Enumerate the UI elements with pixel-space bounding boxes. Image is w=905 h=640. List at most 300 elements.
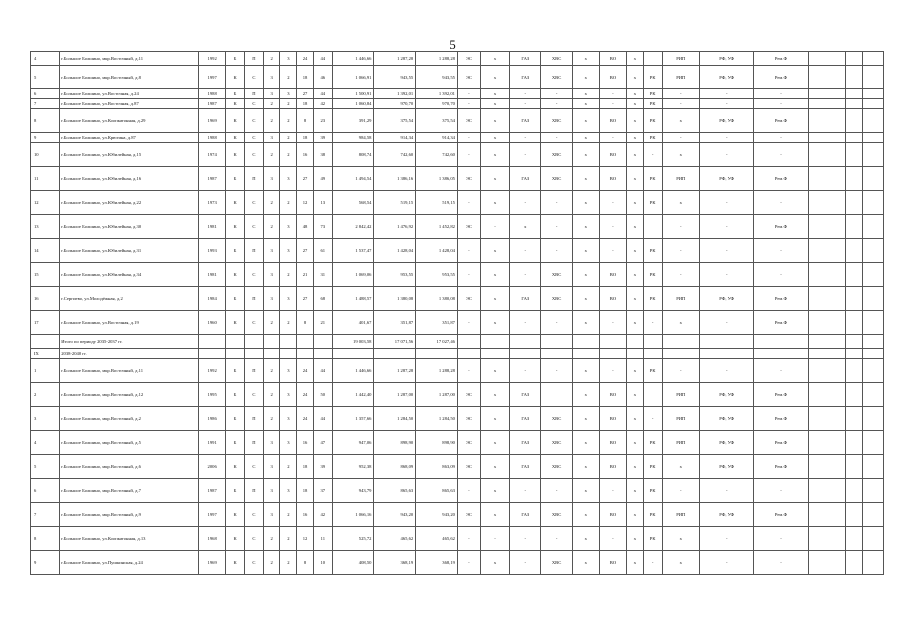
table-cell: -: [754, 551, 808, 575]
table-cell: РИП: [662, 52, 700, 66]
table-cell: -: [510, 239, 541, 263]
table-cell: -: [510, 527, 541, 551]
table-cell: 18: [297, 455, 314, 479]
table-cell: [808, 527, 846, 551]
table-cell: х: [480, 109, 509, 133]
table-cell: -: [510, 359, 541, 383]
table-cell: 8: [31, 109, 60, 133]
table-cell: ВО: [599, 407, 626, 431]
table-cell: 27: [297, 167, 314, 191]
table-cell: -: [754, 239, 808, 263]
table-cell: РК: [643, 239, 662, 263]
table-cell: 1 066,91: [332, 66, 374, 89]
table-cell: -: [599, 239, 626, 263]
table-cell: К: [226, 503, 245, 527]
table-cell: 1 428,04: [416, 239, 458, 263]
table-cell: 24: [297, 52, 314, 66]
table-cell: 1988: [199, 133, 226, 143]
table-cell: х: [627, 263, 644, 287]
table-cell: 863,09: [416, 455, 458, 479]
table-cell: 17: [31, 311, 60, 335]
table-cell: ЭС: [457, 66, 480, 89]
table-cell: [643, 52, 662, 66]
table-cell: 465,62: [374, 527, 416, 551]
table-cell: х: [480, 133, 509, 143]
table-cell: 8: [297, 109, 314, 133]
table-cell: -: [457, 133, 480, 143]
table-cell: 47: [313, 431, 332, 455]
table-cell: х: [572, 383, 599, 407]
table-cell: г.Большое Болшино, ул.Юбилейная, д.22: [60, 191, 199, 215]
table-cell: [862, 551, 883, 575]
table-cell: 3: [31, 407, 60, 431]
table-cell: С: [245, 215, 264, 239]
table-cell: -: [662, 479, 700, 503]
table-cell: ХВС: [541, 109, 572, 133]
table-cell: -: [754, 263, 808, 287]
table-cell: К: [226, 263, 245, 287]
table-cell: -: [662, 133, 700, 143]
table-cell: х: [627, 191, 644, 215]
table-cell: [846, 287, 863, 311]
table-cell: 10: [313, 551, 332, 575]
table-cell: 953,55: [374, 263, 416, 287]
table-cell: ЭС: [457, 455, 480, 479]
table-cell: -: [599, 359, 626, 383]
table-cell: 1969: [199, 551, 226, 575]
table-cell: -: [599, 215, 626, 239]
period-total-row: [31, 335, 884, 349]
table-cell: [599, 335, 626, 349]
table-cell: х: [627, 287, 644, 311]
table-cell: х: [480, 359, 509, 383]
table-cell: ГАЗ: [510, 383, 541, 407]
table-cell: х: [572, 407, 599, 431]
table-cell: 12: [31, 191, 60, 215]
table-cell: [808, 407, 846, 431]
table-cell: [846, 359, 863, 383]
table-cell: 1960: [199, 311, 226, 335]
table-cell: -: [599, 311, 626, 335]
table-cell: 1993: [199, 239, 226, 263]
table-cell: [416, 349, 458, 359]
table-row: [31, 503, 884, 527]
table-cell: 408,50: [332, 551, 374, 575]
table-cell: 1968: [199, 527, 226, 551]
table-cell: К: [226, 133, 245, 143]
table-cell: г.Сергиево, ул.Молодёжная, д.2: [60, 287, 199, 311]
table-cell: 525,72: [332, 527, 374, 551]
table-cell: х: [572, 455, 599, 479]
table-cell: г.Большое Болшино, ул.Восточная, д.19: [60, 311, 199, 335]
table-cell: ХВС: [541, 503, 572, 527]
table-cell: [808, 143, 846, 167]
table-cell: [846, 109, 863, 133]
table-cell: г.Большое Болшино, мкр.Восточный, д.9: [60, 503, 199, 527]
table-cell: 375,54: [374, 109, 416, 133]
table-cell: х: [572, 109, 599, 133]
table-cell: 2: [280, 503, 297, 527]
table-cell: 21: [297, 263, 314, 287]
table-cell: [808, 359, 846, 383]
table-cell: х: [480, 191, 509, 215]
table-cell: х: [480, 383, 509, 407]
table-cell: х: [662, 311, 700, 335]
table-cell: х: [627, 239, 644, 263]
table-cell: -: [541, 215, 572, 239]
table-cell: г.Большое Болшино, ул.Коопкатонная, д.13: [60, 527, 199, 551]
table-cell: [862, 383, 883, 407]
table-cell: [510, 335, 541, 349]
table-cell: -: [599, 191, 626, 215]
table-cell: [846, 167, 863, 191]
table-cell: х: [662, 109, 700, 133]
table-cell: -: [541, 191, 572, 215]
table-cell: [457, 335, 480, 349]
table-cell: ЭС: [457, 52, 480, 66]
table-cell: К: [226, 527, 245, 551]
table-cell: [313, 335, 332, 349]
table-cell: [541, 383, 572, 407]
table-cell: РИП: [662, 287, 700, 311]
table-cell: 2006: [199, 455, 226, 479]
table-cell: 1 380,08: [374, 287, 416, 311]
table-cell: 1 476,92: [374, 215, 416, 239]
table-cell: РИП: [662, 66, 700, 89]
table-cell: К: [226, 143, 245, 167]
table-cell: 2: [263, 551, 280, 575]
table-cell: 8: [31, 527, 60, 551]
table-cell: г.Большое Болшино, мкр.Восточный, д.8: [60, 66, 199, 89]
table-cell: 2: [280, 527, 297, 551]
table-cell: ВО: [599, 431, 626, 455]
table-cell: 3: [263, 133, 280, 143]
table-cell: г.Большое Болшино, мкр.Восточный, д.11: [60, 359, 199, 383]
table-cell: [541, 335, 572, 349]
table-cell: 1 488,57: [332, 287, 374, 311]
table-cell: 73: [313, 215, 332, 239]
table-cell: [808, 167, 846, 191]
table-cell: [480, 335, 509, 349]
table-cell: 2: [280, 133, 297, 143]
table-cell: РФ, УФ: [700, 431, 754, 455]
table-cell: 2: [280, 109, 297, 133]
table-cell: г.Большое Болшино, мкр.Восточный, д.11: [60, 52, 199, 66]
table-cell: ГАЗ: [510, 52, 541, 66]
table-cell: ЭС: [457, 431, 480, 455]
table-cell: 2: [263, 52, 280, 66]
table-cell: ВО: [599, 263, 626, 287]
table-cell: [754, 335, 808, 349]
table-cell: -: [643, 143, 662, 167]
table-row: [31, 66, 884, 89]
table-cell: ХВС: [541, 287, 572, 311]
table-cell: [808, 383, 846, 407]
table-cell: [754, 349, 808, 359]
table-cell: [280, 349, 297, 359]
table-cell: ЭС: [457, 503, 480, 527]
table-row: [31, 167, 884, 191]
table-cell: 11: [31, 167, 60, 191]
table-cell: ВО: [599, 551, 626, 575]
table-cell: [862, 133, 883, 143]
table-cell: Рем.Ф: [754, 167, 808, 191]
table-cell: -: [510, 99, 541, 109]
table-cell: 3: [280, 239, 297, 263]
table-cell: х: [480, 455, 509, 479]
table-cell: ВО: [599, 455, 626, 479]
table-cell: г.Большое Болшино, мкр.Восточный, д.5: [60, 431, 199, 455]
table-cell: 6: [31, 479, 60, 503]
table-cell: [808, 287, 846, 311]
table-cell: ХВС: [541, 52, 572, 66]
table-cell: 16: [297, 143, 314, 167]
table-cell: 1987: [199, 479, 226, 503]
table-cell: 351,87: [416, 311, 458, 335]
table-cell: 970,70: [374, 99, 416, 109]
table-cell: 1 537,47: [332, 239, 374, 263]
table-cell: Б: [226, 89, 245, 99]
table-cell: 368,19: [416, 551, 458, 575]
table-cell: 2: [263, 527, 280, 551]
table-cell: 1 500,91: [332, 89, 374, 99]
table-cell: [572, 335, 599, 349]
table-cell: 2: [280, 551, 297, 575]
table-cell: 1992: [199, 52, 226, 66]
table-cell: [263, 335, 280, 349]
table-row: [31, 359, 884, 383]
table-cell: 39: [313, 455, 332, 479]
table-cell: -: [457, 527, 480, 551]
table-row: [31, 431, 884, 455]
table-cell: 1 287,00: [416, 383, 458, 407]
table-cell: ЭС: [457, 109, 480, 133]
table-cell: 742,60: [416, 143, 458, 167]
table-cell: С: [245, 66, 264, 89]
table-cell: 18: [297, 479, 314, 503]
table-cell: [846, 503, 863, 527]
table-cell: К: [226, 311, 245, 335]
table-cell: 5: [31, 66, 60, 89]
table-cell: 27: [297, 89, 314, 99]
table-cell: 8: [297, 311, 314, 335]
table-cell: 943,55: [374, 66, 416, 89]
table-cell: [374, 349, 416, 359]
table-cell: РФ, УФ: [700, 167, 754, 191]
table-cell: -: [700, 359, 754, 383]
table-cell: 1 284,50: [416, 407, 458, 431]
table-cell: 2: [263, 191, 280, 215]
table-cell: 865,63: [374, 479, 416, 503]
table-cell: [862, 167, 883, 191]
table-cell: х: [627, 527, 644, 551]
table-cell: х: [662, 551, 700, 575]
table-cell: 23: [313, 109, 332, 133]
table-cell: х: [480, 479, 509, 503]
table-cell: [862, 52, 883, 66]
table-cell: -: [643, 551, 662, 575]
table-cell: ЭС: [457, 215, 480, 239]
table-cell: -: [700, 215, 754, 239]
table-cell: [808, 99, 846, 109]
table-cell: -: [700, 99, 754, 109]
table-cell: [199, 335, 226, 349]
table-cell: 9: [31, 133, 60, 143]
table-cell: [862, 191, 883, 215]
table-cell: С: [245, 191, 264, 215]
table-cell: 808,74: [332, 143, 374, 167]
table-cell: 16: [297, 431, 314, 455]
table-cell: [662, 349, 700, 359]
table-cell: -: [510, 551, 541, 575]
table-cell: 1984: [199, 287, 226, 311]
table-cell: [226, 335, 245, 349]
table-cell: х: [627, 431, 644, 455]
table-cell: 2: [263, 109, 280, 133]
table-cell: х: [572, 167, 599, 191]
table-cell: -: [643, 311, 662, 335]
table-cell: 943,20: [416, 503, 458, 527]
table-cell: ВО: [599, 287, 626, 311]
table-row: [31, 99, 884, 109]
table-cell: х: [627, 167, 644, 191]
table-cell: Б: [226, 167, 245, 191]
table-cell: 865,63: [416, 479, 458, 503]
table-cell: [510, 349, 541, 359]
table-cell: ХВС: [541, 551, 572, 575]
table-cell: [846, 311, 863, 335]
table-cell: х: [480, 311, 509, 335]
table-cell: 24: [297, 359, 314, 383]
table-cell: 44: [313, 407, 332, 431]
table-cell: 947,06: [332, 431, 374, 455]
table-cell: 3: [263, 89, 280, 99]
table-cell: 1 392,01: [374, 89, 416, 99]
table-cell: [808, 191, 846, 215]
table-cell: РФ, УФ: [700, 407, 754, 431]
table-cell: 27: [297, 287, 314, 311]
table-cell: 18: [297, 99, 314, 109]
table-cell: -: [599, 89, 626, 99]
table-cell: х: [627, 503, 644, 527]
table-cell: [199, 349, 226, 359]
table-cell: -: [599, 479, 626, 503]
table-cell: С: [245, 263, 264, 287]
table-cell: С: [245, 143, 264, 167]
table-cell: РФ, УФ: [700, 455, 754, 479]
table-cell: РК: [643, 66, 662, 89]
table-cell: 368,19: [374, 551, 416, 575]
table-cell: -: [541, 133, 572, 143]
table-cell: 2: [263, 407, 280, 431]
table-cell: 1 380,08: [416, 287, 458, 311]
table-cell: 1969: [199, 109, 226, 133]
table-cell: -: [700, 133, 754, 143]
table-cell: 1 428,04: [374, 239, 416, 263]
table-cell: С: [245, 109, 264, 133]
table-cell: РФ, УФ: [700, 109, 754, 133]
table-cell: х: [627, 99, 644, 109]
table-cell: 1 386,16: [374, 167, 416, 191]
table-cell: х: [480, 66, 509, 89]
table-cell: С: [245, 551, 264, 575]
table-cell: РФ, УФ: [700, 52, 754, 66]
table-cell: х: [627, 66, 644, 89]
table-cell: [862, 109, 883, 133]
table-cell: 2: [263, 383, 280, 407]
table-cell: Рем.Ф: [754, 455, 808, 479]
table-cell: х: [480, 431, 509, 455]
table-cell: 16: [31, 287, 60, 311]
table-cell: [846, 431, 863, 455]
table-cell: -: [599, 133, 626, 143]
table-cell: К: [226, 109, 245, 133]
table-cell: [846, 527, 863, 551]
table-cell: 2: [280, 66, 297, 89]
table-row: [31, 311, 884, 335]
table-cell: РК: [643, 527, 662, 551]
table-cell: 24: [297, 383, 314, 407]
table-cell: Б: [226, 239, 245, 263]
table-cell: 18: [297, 133, 314, 143]
table-cell: -: [700, 527, 754, 551]
table-cell: 1986: [199, 407, 226, 431]
table-cell: х: [662, 527, 700, 551]
table-cell: ХВС: [541, 455, 572, 479]
table-cell: 1 287,28: [374, 52, 416, 66]
table-cell: 943,79: [332, 479, 374, 503]
table-cell: Рем.Ф: [754, 407, 808, 431]
table-cell: -: [662, 215, 700, 239]
table-cell: [846, 215, 863, 239]
period-section-label: 2038-2040 гг.: [60, 349, 199, 359]
table-cell: [846, 52, 863, 66]
table-cell: х: [662, 455, 700, 479]
table-cell: ВО: [599, 383, 626, 407]
table-cell: С: [245, 455, 264, 479]
table-cell: 3: [280, 287, 297, 311]
table-cell: Б: [226, 52, 245, 66]
table-cell: [643, 383, 662, 407]
table-cell: Рем.Ф: [754, 383, 808, 407]
table-cell: [457, 349, 480, 359]
table-cell: х: [627, 479, 644, 503]
table-cell: 3: [263, 287, 280, 311]
table-cell: 1 287,00: [374, 383, 416, 407]
table-cell: г.Большое Болшино, ул.Юбилейная, д.31: [60, 239, 199, 263]
table-cell: ГАЗ: [510, 503, 541, 527]
table-cell: ГАЗ: [510, 431, 541, 455]
table-cell: РИП: [662, 383, 700, 407]
table-cell: РИП: [662, 407, 700, 431]
table-cell: 3: [280, 215, 297, 239]
table-cell: РК: [643, 503, 662, 527]
table-cell: -: [754, 191, 808, 215]
table-cell: 2: [280, 455, 297, 479]
period-section-row: [31, 349, 884, 359]
table-cell: х: [627, 359, 644, 383]
table-cell: [808, 89, 846, 99]
table-cell: г.Большое Болшино, ул.Восточная, д.24: [60, 89, 199, 99]
table-cell: [808, 263, 846, 287]
table-row: [31, 109, 884, 133]
table-cell: 37: [313, 479, 332, 503]
period-total-value: 19 003,58: [332, 335, 374, 349]
table-cell: 42: [313, 503, 332, 527]
table-cell: [862, 89, 883, 99]
table-cell: РИП: [662, 431, 700, 455]
table-cell: 1991: [199, 431, 226, 455]
